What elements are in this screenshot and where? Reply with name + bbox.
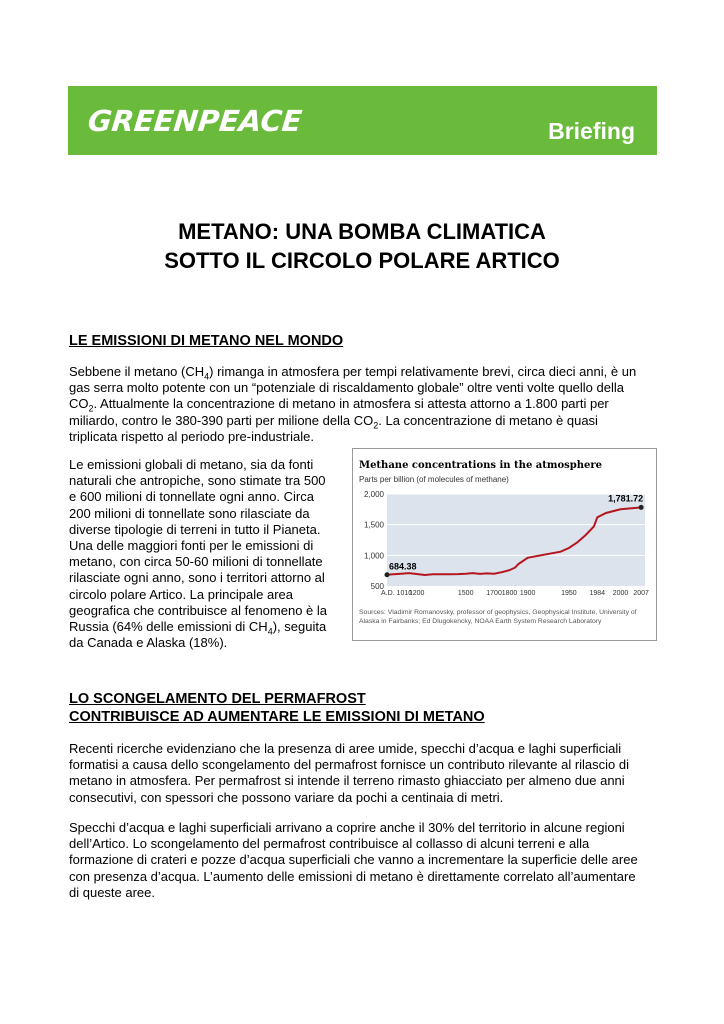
paragraph-line: di queste aree. [69, 884, 156, 900]
section2-paragraph-1 [69, 741, 656, 806]
section2-heading-line2: CONTRIBUISCE AD AUMENTARE LE EMISSIONI DI METANO [69, 709, 485, 725]
chart-x-tick-label: 1984 [589, 590, 606, 597]
column-line: circolo polare Artico. La principale area [69, 586, 294, 602]
chart-y-tick-label: 500 [370, 582, 384, 591]
chart-x-tick-label: 2007 [633, 590, 649, 597]
paragraph-line: formazione di crateri e pozze d’acqua superficiali che vanno a incrementare la superficie delle aree [69, 852, 638, 868]
intro-line: miliardo, contro le 380-390 parti per milione della $CO_2$. La concentrazione di metano è quasi [69, 412, 598, 431]
methane-chart [352, 448, 657, 641]
chart-x-tick-label: 1500 [457, 590, 474, 597]
chart-x-tick-label: 1800 [501, 590, 518, 597]
title-line-2: SOTTO IL CIRCOLO POLARE ARTICO [164, 248, 560, 273]
intro-line: triplicata rispetto al periodo pre-industriale. [69, 428, 314, 444]
briefing-label: Briefing [548, 118, 635, 144]
paragraph-line: Recenti ricerche evidenziano che la presenza di aree umide, specchi d’acqua e laghi superficiali [69, 741, 622, 756]
section1-column-text [69, 457, 343, 651]
chart-x-tick-label: 1900 [519, 590, 536, 597]
intro-line: gas serra molto potente con un “potenziale di riscaldamento globale” oltre venti volte quello della [69, 380, 624, 396]
chart-y-tick-label: 1,000 [363, 551, 384, 561]
document-title [0, 217, 724, 275]
chart-start-point [385, 572, 390, 577]
section1-heading: LE EMISSIONI DI METANO NEL MONDO [69, 333, 344, 349]
column-line: diverse tipologie di terreni in tutto il Pianeta. [69, 521, 321, 537]
section2-paragraph-2 [69, 820, 656, 901]
greenpeace-logo: GREENPEACE [86, 104, 304, 138]
column-line: Una delle maggiori fonti per le emissioni di [69, 538, 314, 554]
paragraph-line: formatisi a causa dello scongelamento del permafrost fornisce un contributo rilevante al rilascio di [69, 757, 630, 773]
chart-source: Sources: Vladimir Romanovsky, professor of geophysics, Geophysical Institute, University of Alaska in Fairbanks; Ed Dlugokencky, NOAA Earth System Research Laboratory [359, 609, 637, 625]
section1-intro-paragraph [69, 364, 656, 445]
column-line: metano, con circa 50-60 milioni di tonnellate [69, 554, 323, 570]
chart-start-label: 684.38 [389, 561, 417, 572]
intro-line: $CO_2$. Attualmente la concentrazione di metano in atmosfera si attesta attorno a 1.800 parti per [69, 396, 609, 414]
chart-x-tick-label: 1200 [408, 590, 425, 597]
header-banner [68, 86, 657, 155]
chart-end-label: 1,781.72 [608, 493, 644, 504]
column-line: da Canada e Alaska (18%). [69, 635, 228, 651]
column-line: Le emissioni globali di metano, sia da fonti [69, 457, 314, 472]
column-line: e 600 milioni di tonnellate ogni anno. Circa [69, 489, 314, 505]
column-line: Russia (64% delle emissioni di $CH_4$), seguita [69, 619, 327, 637]
column-line: 200 milioni di tonnellate sono rilasciate da [69, 505, 310, 521]
paragraph-line: con presenza d’acqua. L’aumento delle emissioni di metano è direttamente correlato all’aumentare [69, 868, 636, 884]
paragraph-line: consecutivi, con spessori che possono variare da pochi a centinaia di metri. [69, 789, 504, 805]
paragraph-line: metano in atmosfera. Per permafrost si intende il terreno rimasto ghiacciato per almeno due anni [69, 773, 625, 789]
section2-heading-line1: LO SCONGELAMENTO DEL PERMAFROST [69, 691, 366, 707]
chart-y-tick-label: 1,500 [363, 520, 384, 530]
chart-x-tick-label: 2000 [612, 590, 629, 597]
chart-x-tick-label: 1950 [561, 590, 577, 597]
chart-x-tick-label: 1700 [486, 590, 502, 597]
column-line: geografica che contribuisce al fenomeno è la [69, 602, 327, 618]
chart-plot-area [387, 494, 645, 586]
chart-title: Methane concentrations in the atmosphere [359, 460, 603, 471]
chart-x-tick-label: A.D. 1010 [381, 590, 413, 597]
chart-y-tick-label: 2,000 [363, 490, 384, 499]
intro-line: Sebbene il metano $(CH_4)$ rimanga in atmosfera per tempi relativamente brevi, circa dieci anni, è un [69, 364, 637, 382]
column-line: naturali che antropiche, sono stimate tra 500 [69, 473, 326, 489]
chart-subtitle: Parts per billion (of molecules of methane) [359, 475, 509, 484]
paragraph-line: dell’Artico. Lo scongelamento del permafrost contribuisce al collasso di alcuni terreni e alla [69, 836, 590, 852]
column-line: rilasciate ogni anno, sono i territori attorno al [69, 570, 325, 586]
title-line-1: METANO: UNA BOMBA CLIMATICA [178, 219, 546, 244]
chart-end-point [639, 505, 644, 510]
chart-plot [353, 449, 656, 609]
paragraph-line: Specchi d’acqua e laghi superficiali arrivano a coprire anche il 30% del territorio in alcune regioni [69, 820, 625, 835]
